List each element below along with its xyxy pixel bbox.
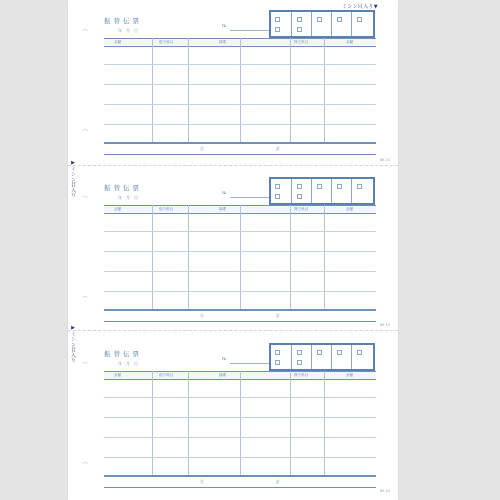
approval-stamp-box[interactable] [269,343,375,371]
total-row [104,309,376,322]
total-label-1: 合 [200,313,204,318]
number-field[interactable] [230,197,270,198]
binding-mark: ⌒ [82,197,89,204]
voucher-title: 振替伝票 [104,17,142,25]
binding-mark: ⌒ [82,130,89,137]
column-amount-credit: 金額 [346,373,354,377]
binding-mark: ⌒ [82,363,89,370]
column-credit-account: 貸方科目 [294,373,309,377]
column-debit-account: 借方科目 [159,207,174,211]
perforation-arrow-icon: ▼ [373,4,378,10]
column-credit-account: 貸方科目 [294,40,309,44]
column-amount-credit: 金額 [346,207,354,211]
total-label-2: 計 [276,313,280,318]
binding-mark: ⌒ [82,30,89,37]
date-label: 年月日 [118,361,142,366]
column-amount-debit: 金額 [114,207,122,211]
number-field[interactable] [230,30,270,31]
number-field[interactable] [230,363,270,364]
approval-stamp-box[interactable] [269,177,375,205]
total-label-1: 合 [200,146,204,151]
column-debit-account: 借方科目 [159,40,174,44]
perforation-line-1 [68,165,398,166]
voucher-sheet [68,0,398,500]
number-label: № [222,190,227,195]
number-label: № [222,23,227,28]
approval-stamp-box[interactable] [269,10,375,38]
side-arrow-icon: ▶ [70,160,76,167]
total-label-1: 合 [200,479,204,484]
column-amount-debit: 金額 [114,373,122,377]
column-description: 摘要 [219,373,227,377]
column-description: 摘要 [219,207,227,211]
column-credit-account: 貸方科目 [294,207,309,211]
column-amount-credit: 金額 [346,40,354,44]
form-code: 60-10 [379,158,390,162]
form-code: 60-10 [379,323,390,327]
perforation-text: ミシン目入り [70,166,76,199]
side-arrow-icon: ▶ [70,325,76,332]
total-label-2: 計 [276,479,280,484]
total-label-2: 計 [276,146,280,151]
number-label: № [222,356,227,361]
form-code: 60-10 [379,489,390,493]
voucher-title: 振替伝票 [104,184,142,192]
voucher-1 [68,0,398,165]
voucher-3 [68,333,398,498]
binding-mark: ⌒ [82,463,89,470]
perforation-text: ミシン目入り [70,331,76,364]
total-row [104,475,376,488]
column-description: 摘要 [219,40,227,44]
voucher-title: 振替伝票 [104,350,142,358]
date-label: 年月日 [118,195,142,200]
binding-mark: ⌒ [82,297,89,304]
total-row [104,142,376,155]
voucher-2 [68,167,398,332]
column-debit-account: 借方科目 [159,373,174,377]
date-label: 年月日 [118,28,142,33]
perforation-text: ミシン目入り [342,4,374,10]
column-amount-debit: 金額 [114,40,122,44]
